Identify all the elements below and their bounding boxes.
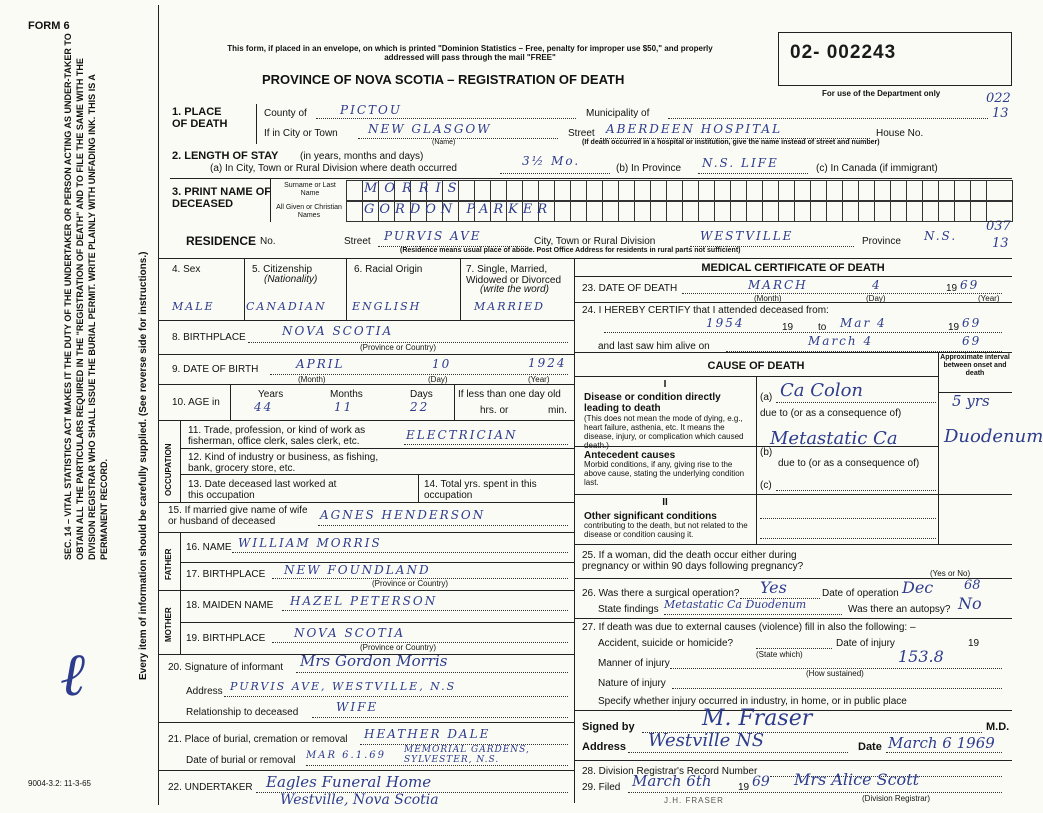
physician-address-label: Address [582,741,627,753]
given-names-label: All Given or Christian Names [276,204,342,219]
residence-city-value: WESTVILLE [700,229,794,243]
q12-label: 12. Kind of industry or business, as fishing, bank, grocery store, etc. [188,452,379,474]
dob-day-sublabel: (Day) [428,375,448,384]
days-value: 22 [410,400,430,414]
dept-code-a: 022 [986,91,1011,106]
burial-place-label: 21. Place of burial, cremation or removal [168,734,348,745]
less-than-day-label: If less than one day old [458,389,561,400]
hrs-label: hrs. or [480,405,509,416]
antecedent-note: Morbid conditions, if any, giving rise to the above cause, stating the underlying condition last. [584,460,745,487]
attended-from-value: 1954 [706,316,745,330]
injury-date-label: Date of injury [836,638,895,649]
antecedent-label: Antecedent causes [584,450,676,461]
burial-place-value: HEATHER DALE [364,727,491,741]
birthplace-sublabel: (Province or Country) [360,343,437,352]
signed-label: Signed by [582,721,635,733]
burial-date-label: Date of burial or removal [186,755,296,766]
citizenship-sublabel: (Nationality) [264,274,318,285]
q28-label: 28. Division Registrar's Record Number [582,766,758,777]
autopsy-label: Was there an autopsy? [848,604,951,615]
city-label: If in City or Town [264,128,338,139]
nature-label: Nature of injury [598,678,666,689]
findings-label: State findings [598,604,659,615]
residence-province-label: Province [862,236,901,247]
registrar-signature: Mrs Alice Scott [794,770,920,789]
father-birthplace-sublabel: (Province or Country) [372,579,449,588]
mother-birthplace-sublabel: (Province or Country) [360,643,437,652]
months-value: 11 [334,400,354,414]
father-birthplace-label: 17. BIRTHPLACE [186,569,266,580]
place-note: (If death occurred in a hospital or institution, give the name instead of street and number) [582,139,880,146]
residence-street-value: PURVIS AVE [384,229,482,243]
residence-city-label: City, Town or Rural Division [534,236,656,247]
physician-signature: M. Fraser [702,706,813,731]
place-of-death-label: 1. PLACE OF DEATH [172,106,228,130]
informant-signature-label: 20. Signature of informant [168,662,284,673]
marital-value: MARRIED [474,300,545,313]
racial-origin-label: 6. Racial Origin [354,264,423,275]
sex-value: MALE [172,300,215,313]
medical-title: MEDICAL CERTIFICATE OF DEATH [701,262,885,274]
mother-name-value: HAZEL PETERSON [290,594,438,608]
burial-place-detail: MEMORIAL GARDENS, SYLVESTER, N.S. [404,745,530,765]
attended-from-prefix: 19 [782,322,794,333]
dod-month-value: MARCH [748,278,808,292]
last-saw-value: March 4 [808,334,874,348]
min-label: min. [548,405,567,416]
disease-label: Disease or condition directly leading to death [584,392,721,414]
form-code: 9004-3.2: 11-3-65 [28,779,92,788]
burial-date-value: MAR 6.1.69 [306,750,386,761]
instruction-side-text: Every item of information should be carefully supplied. (See reverse side for instructions.) [138,251,149,680]
accident-label: Accident, suicide or homicide? [598,638,734,649]
header-note: This form, if placed in an envelope, on which is printed "Dominion Statistics – Free, penalty for improper use $50," and properly addressed will pass through the mail "FREE" [227,44,713,62]
marital-label: 7. Single, Married, Widowed or Divorced [466,264,562,286]
dod-year-prefix: 19 [946,283,958,294]
q25-yes-no-sublabel: (Yes or No) [930,569,971,578]
autopsy-value: No [958,594,982,613]
residence-no-label: No. [260,236,276,247]
q25-label: 25. If a woman, did the death occur either during pregnancy or within 90 days following pregnancy? [582,550,804,572]
physician-date-value: March 6 1969 [888,734,995,752]
certify-label: 24. I HEREBY CERTIFY that I attended deceased from: [582,305,829,316]
birthplace-value: NOVA SCOTIA [282,324,394,338]
dob-month-value: APRIL [296,357,345,371]
marital-sublabel: (write the word) [480,284,549,295]
residence-note: (Residence means usual place of abode. Post Office Address for residents in rural parts not sufficient) [400,247,741,254]
street-label: Street [568,128,595,139]
mother-birthplace-value: NOVA SCOTIA [294,626,406,640]
years-value: 44 [254,400,274,414]
county-value: PICTOU [340,103,402,117]
dod-label: 23. DATE OF DEATH [582,283,678,294]
attended-to-year: 69 [962,316,982,330]
mother-birthplace-label: 19. BIRTHPLACE [186,633,266,644]
other-conditions-note: contributing to the death, but not related to the disease or condition causing it. [584,521,748,539]
q27-label: 27. If death was due to external causes (violence) fill in also the following: – [582,622,916,633]
father-name-value: WILLIAM MORRIS [238,536,382,550]
undertaker-label: 22. UNDERTAKER [168,782,253,793]
municipality-label: Municipality of [586,108,650,119]
physician-address-value: Westville NS [648,730,765,751]
how-sustained-sublabel: (How sustained) [806,669,864,678]
deceased-name-label: 3. PRINT NAME OF DECEASED [172,186,272,210]
county-label: County of [264,108,307,119]
q26-value: Yes [760,578,787,597]
city-name-sublabel: (Name) [432,139,456,146]
occupation-side-label: OCCUPATION [164,443,173,496]
dept-code-b: 13 [992,106,1009,121]
dob-month-sublabel: (Month) [298,375,326,384]
attended-to-value: Mar 4 [840,316,887,330]
stay-c-label: (c) In Canada (if immigrant) [816,163,938,174]
stay-b-label: (b) In Province [616,163,682,174]
filed-year-value: 69 [752,774,770,790]
interval-header: Approximate interval between onset and death [940,354,1010,377]
due-to-label-b: due to (or as a consequence of) [778,458,920,469]
father-side-label: FATHER [164,548,173,580]
dob-day-value: 10 [432,357,452,371]
cause-b-interval: Duodenum [944,426,1043,447]
classification-code: 153.8 [898,647,944,666]
registrar-stamp: J.H. FRASER [664,796,724,805]
undertaker-location: Westville, Nova Scotia [280,792,439,808]
other-conditions-label: Other significant conditions [584,511,717,522]
registration-number: 02- 002243 [790,42,897,63]
injury-year-prefix: 19 [968,638,980,649]
last-saw-year: 69 [962,334,982,348]
operation-date-label: Date of operation [822,588,899,599]
cause-a-interval: 5 yrs [952,392,990,410]
q11-label: 11. Trade, profession, or kind of work as fisherman, office clerk, sales clerk, etc. [188,425,366,447]
surname-value: MORRIS [364,181,464,196]
state-which-sublabel: (State which) [756,650,803,659]
q15-label: 15. If married give name of wife or husband of deceased [168,505,308,527]
residence-label: RESIDENCE [186,234,257,248]
cause-a-value: Ca Colon [780,380,864,401]
q14-label: 14. Total yrs. spent in this occupation [424,479,537,501]
age-label: 10. AGE in [172,397,220,408]
residence-province-value: N.S. [924,229,958,243]
dept-code-c: 037 [986,219,1011,234]
citizenship-value: CANADIAN [246,300,327,313]
house-label: House No. [876,128,924,139]
mother-name-label: 18. MAIDEN NAME [186,600,274,611]
cause-b-value: Metastatic Ca [770,428,898,449]
given-names-value: GORDON PARKER [364,202,553,217]
statute-side-text: SEC. 14 – VITAL STATISTICS ACT MAKES IT THE DUTY OF THE UNDERTAKER OR PERSON ACTING AS UNDER-TAKER TO OBTAIN ALL THE PARTICULARS REQUIRED IN THE "REGISTRATION OF DEATH" AND TO FILE THE SAME WITH THE DIVISION REGISTRAR WHO SHALL ISSUE THE BURIAL PERMIT. WRITE PLAINLY WITH UNFADING INK. THIS IS A PERMANENT RECORD. [63,33,109,560]
cause-b-label: (b) [760,447,773,458]
dept-code-d: 13 [992,236,1009,251]
relationship-label: Relationship to deceased [186,707,299,718]
dod-day-value: 4 [872,278,882,292]
q13-label: 13. Date deceased last worked at this occupation [188,479,337,501]
page-title: PROVINCE OF NOVA SCOTIA – REGISTRATION OF DEATH [262,72,625,87]
street-value: ABERDEEN HOSPITAL [606,122,783,136]
disease-note: (This does not mean the mode of dying, e.g., heart failure, asthenia, etc. It means the disease, injury, or complication which caused death.) [584,414,744,450]
birthplace-label: 8. BIRTHPLACE [172,332,246,343]
department-use-label: For use of the Department only [822,89,941,98]
filed-date-value: March 6th [632,772,712,790]
years-label: Years [258,389,284,400]
findings-value: Metastatic Ca Duodenum [664,598,807,611]
cause-a-label: (a) [760,392,773,403]
operation-year-value: 68 [964,578,981,593]
father-name-label: 16. NAME [186,542,232,553]
manner-label: Manner of injury [598,658,670,669]
stay-a-label: (a) In City, Town or Rural Division where death occurred [210,163,457,174]
dod-month-sublabel: (Month) [754,294,782,303]
sex-label: 4. Sex [172,264,201,275]
stay-a-value: 3½ Mo. [522,154,581,168]
city-value: NEW GLASGOW [368,122,492,136]
undertaker-value: Eagles Funeral Home [266,773,432,791]
informant-address-label: Address [186,686,223,697]
stay-b-value: N.S. LIFE [702,156,779,170]
stay-units: (in years, months and days) [300,151,424,162]
q29-label: 29. Filed [582,782,621,793]
days-label: Days [410,389,433,400]
md-label: M.D. [986,721,1010,733]
months-label: Months [330,389,363,400]
form-label: FORM 6 [28,20,70,32]
due-to-label-a: due to (or as a consequence of) [760,408,902,419]
surname-label: Surname or Last Name [284,182,336,197]
dob-year-value: 1924 [528,356,567,370]
racial-origin-value: ENGLISH [352,300,422,313]
father-birthplace-value: NEW FOUNDLAND [284,563,431,577]
attended-to-prefix: 19 [948,322,960,333]
dod-year-sublabel: (Year) [978,294,1000,303]
dod-year-value: 69 [960,278,980,292]
mother-side-label: MOTHER [164,607,173,642]
attended-to-label: to [818,322,827,333]
dob-label: 9. DATE OF BIRTH [172,364,259,375]
margin-mark: ℓ [60,640,85,710]
operation-date-value: Dec [902,578,934,597]
q11-value: ELECTRICIAN [406,428,518,442]
informant-address-value: PURVIS AVE, WESTVILLE, N.S [230,680,457,693]
dob-year-sublabel: (Year) [528,375,550,384]
stay-label: 2. LENGTH OF STAY [172,150,279,162]
q26-label: 26. Was there a surgical operation? [582,588,740,599]
relationship-value: WIFE [336,700,379,714]
registrar-sublabel: (Division Registrar) [862,794,931,803]
section-i-label: I [663,379,667,390]
dod-day-sublabel: (Day) [866,294,886,303]
section-ii-label: II [662,497,668,508]
citizenship-label: 5. Citizenship [252,264,313,275]
residence-street-label: Street [344,236,371,247]
q15-value: AGNES HENDERSON [320,508,486,522]
specify-label: Specify whether injury occurred in industry, in home, or in public place [598,696,907,707]
cause-c-label: (c) [760,480,772,491]
filed-year-prefix: 19 [738,782,750,793]
cause-title: CAUSE OF DEATH [707,360,805,372]
informant-signature-value: Mrs Gordon Morris [300,652,448,670]
physician-date-label: Date [858,741,882,753]
last-saw-label: and last saw him alive on [598,341,710,352]
